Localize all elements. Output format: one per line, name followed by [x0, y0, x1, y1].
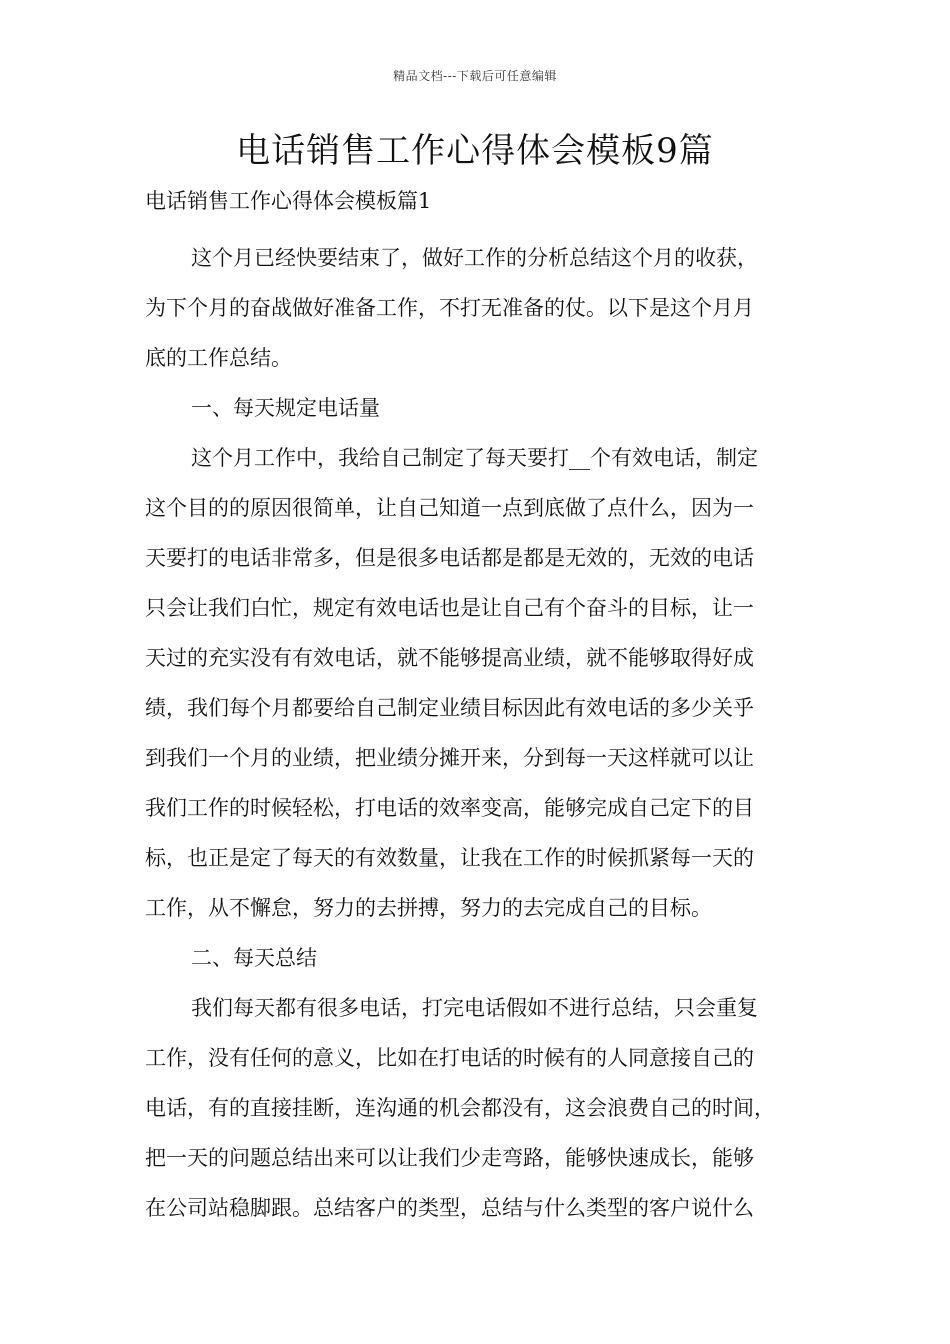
text-line: 工作，从不懈怠，努力的去拼搏，努力的去完成自己的目标。: [145, 896, 712, 920]
document-body: [145, 183, 805, 1233]
text-line: 把一天的问题总结出来可以让我们少走弯路，能够快速成长，能够: [145, 1146, 754, 1170]
text-line: 为下个月的奋战做好准备工作，不打无准备的仗。以下是这个月月: [145, 296, 754, 320]
paragraph-lines: [145, 233, 805, 1233]
text-line: 这个目的的原因很简单，让自己知道一点到底做了点什么，因为一: [145, 496, 754, 520]
text-line: 电话，有的直接挂断，连沟通的机会都没有，这会浪费自己的时间，: [145, 1096, 775, 1120]
text-line: 底的工作总结。: [145, 346, 292, 370]
section-subtitle: 电话销售工作心得体会模板篇1: [145, 189, 432, 213]
text-line: 这个月工作中，我给自己制定了每天要打__个有效电话，制定: [191, 446, 758, 470]
text-line: 我们每天都有很多电话，打完电话假如不进行总结，只会重复: [191, 996, 758, 1020]
text-line: 只会让我们白忙，规定有效电话也是让自己有个奋斗的目标，让一: [145, 596, 754, 620]
text-line: 二、每天总结: [191, 946, 317, 970]
document-title: 电话销售工作心得体会模板9篇: [236, 131, 714, 171]
text-line: 绩，我们每个月都要给自己制定业绩目标因此有效电话的多少关乎: [145, 696, 754, 720]
text-line: 到我们一个月的业绩，把业绩分摊开来，分到每一天这样就可以让: [145, 746, 754, 770]
text-line: 天要打的电话非常多，但是很多电话都是都是无效的，无效的电话: [145, 546, 754, 570]
text-line: 我们工作的时候轻松，打电话的效率变高，能够完成自己定下的目: [145, 796, 754, 820]
text-line: 工作，没有任何的意义，比如在打电话的时候有的人同意接自己的: [145, 1046, 754, 1070]
text-line: 一、每天规定电话量: [191, 396, 380, 420]
header-note: 精品文档---下载后可任意编辑: [393, 69, 557, 83]
text-line: 在公司站稳脚跟。总结客户的类型，总结与什么类型的客户说什么: [145, 1196, 754, 1220]
text-line: 天过的充实没有有效电话，就不能够提高业绩，就不能够取得好成: [145, 646, 754, 670]
text-line: 标，也正是定了每天的有效数量，让我在工作的时候抓紧每一天的: [145, 846, 754, 870]
text-line: 这个月已经快要结束了，做好工作的分析总结这个月的收获，: [191, 246, 758, 270]
